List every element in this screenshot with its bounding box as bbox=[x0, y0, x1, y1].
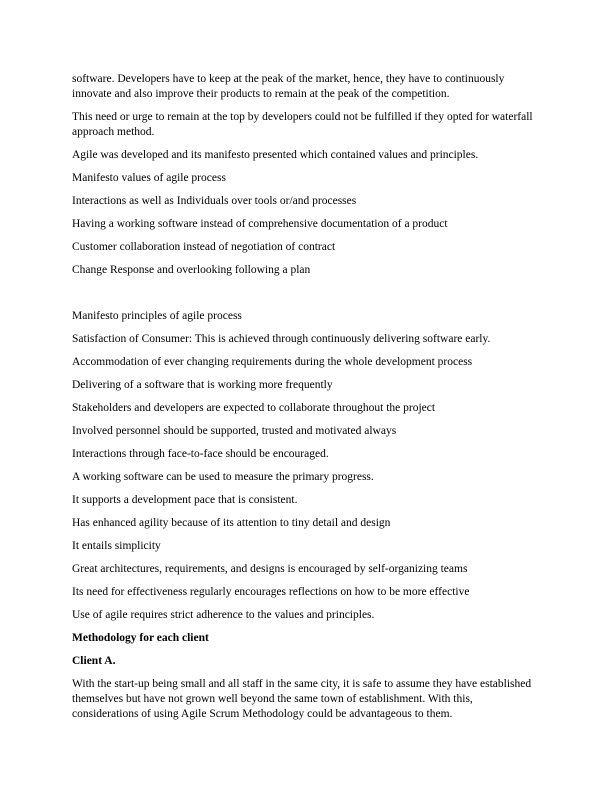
principle-item: Delivering of a software that is working more frequently bbox=[72, 379, 333, 391]
principle-item: Great architectures, requirements, and designs is encouraged by self-organizing teams bbox=[72, 563, 468, 575]
intro-paragraph-3: Agile was developed and its manifesto presented which contained values and principles. bbox=[72, 149, 479, 161]
principle-item: Interactions through face-to-face should be encouraged. bbox=[72, 448, 329, 460]
principle-item: Its need for effectiveness regularly encourages reflections on how to be more effective bbox=[72, 586, 470, 598]
page-content bbox=[72, 72, 542, 722]
principles-heading: Manifesto principles of agile process bbox=[72, 310, 242, 322]
value-item: Customer collaboration instead of negotiation of contract bbox=[72, 241, 336, 253]
client-a-paragraph: With the start-up being small and all staff in the same city, it is safe to assume they have established themselves but have not grown well beyond the same town of establishment. With this, considerations of using Agile Scrum Methodology could be advantageous to them. bbox=[72, 678, 532, 720]
principle-item: It supports a development pace that is consistent. bbox=[72, 494, 298, 506]
principle-item: Has enhanced agility because of its attention to tiny detail and design bbox=[72, 517, 391, 529]
methodology-heading: Methodology for each client bbox=[72, 632, 209, 644]
principle-item: Use of agile requires strict adherence to the values and principles. bbox=[72, 609, 375, 621]
intro-paragraph-1: software. Developers have to keep at the peak of the market, hence, they have to continuously innovate and also improve their products to remain at the peak of the competition. bbox=[72, 73, 505, 100]
principle-item: Satisfaction of Consumer: This is achieved through continuously delivering software early. bbox=[72, 333, 491, 345]
principle-item: It entails simplicity bbox=[72, 540, 161, 552]
values-heading: Manifesto values of agile process bbox=[72, 172, 226, 184]
intro-paragraph-2: This need or urge to remain at the top by developers could not be fulfilled if they opted for waterfall approach method. bbox=[72, 111, 533, 138]
value-item: Having a working software instead of comprehensive documentation of a product bbox=[72, 218, 448, 230]
principle-item: Involved personnel should be supported, trusted and motivated always bbox=[72, 425, 397, 437]
principle-item: Stakeholders and developers are expected to collaborate throughout the project bbox=[72, 402, 436, 414]
value-item: Interactions as well as Individuals over tools or/and processes bbox=[72, 195, 357, 207]
principle-item: Accommodation of ever changing requirements during the whole development process bbox=[72, 356, 473, 368]
principle-item: A working software can be used to measure the primary progress. bbox=[72, 471, 374, 483]
value-item: Change Response and overlooking following a plan bbox=[72, 264, 311, 276]
client-a-heading: Client A. bbox=[72, 655, 116, 667]
